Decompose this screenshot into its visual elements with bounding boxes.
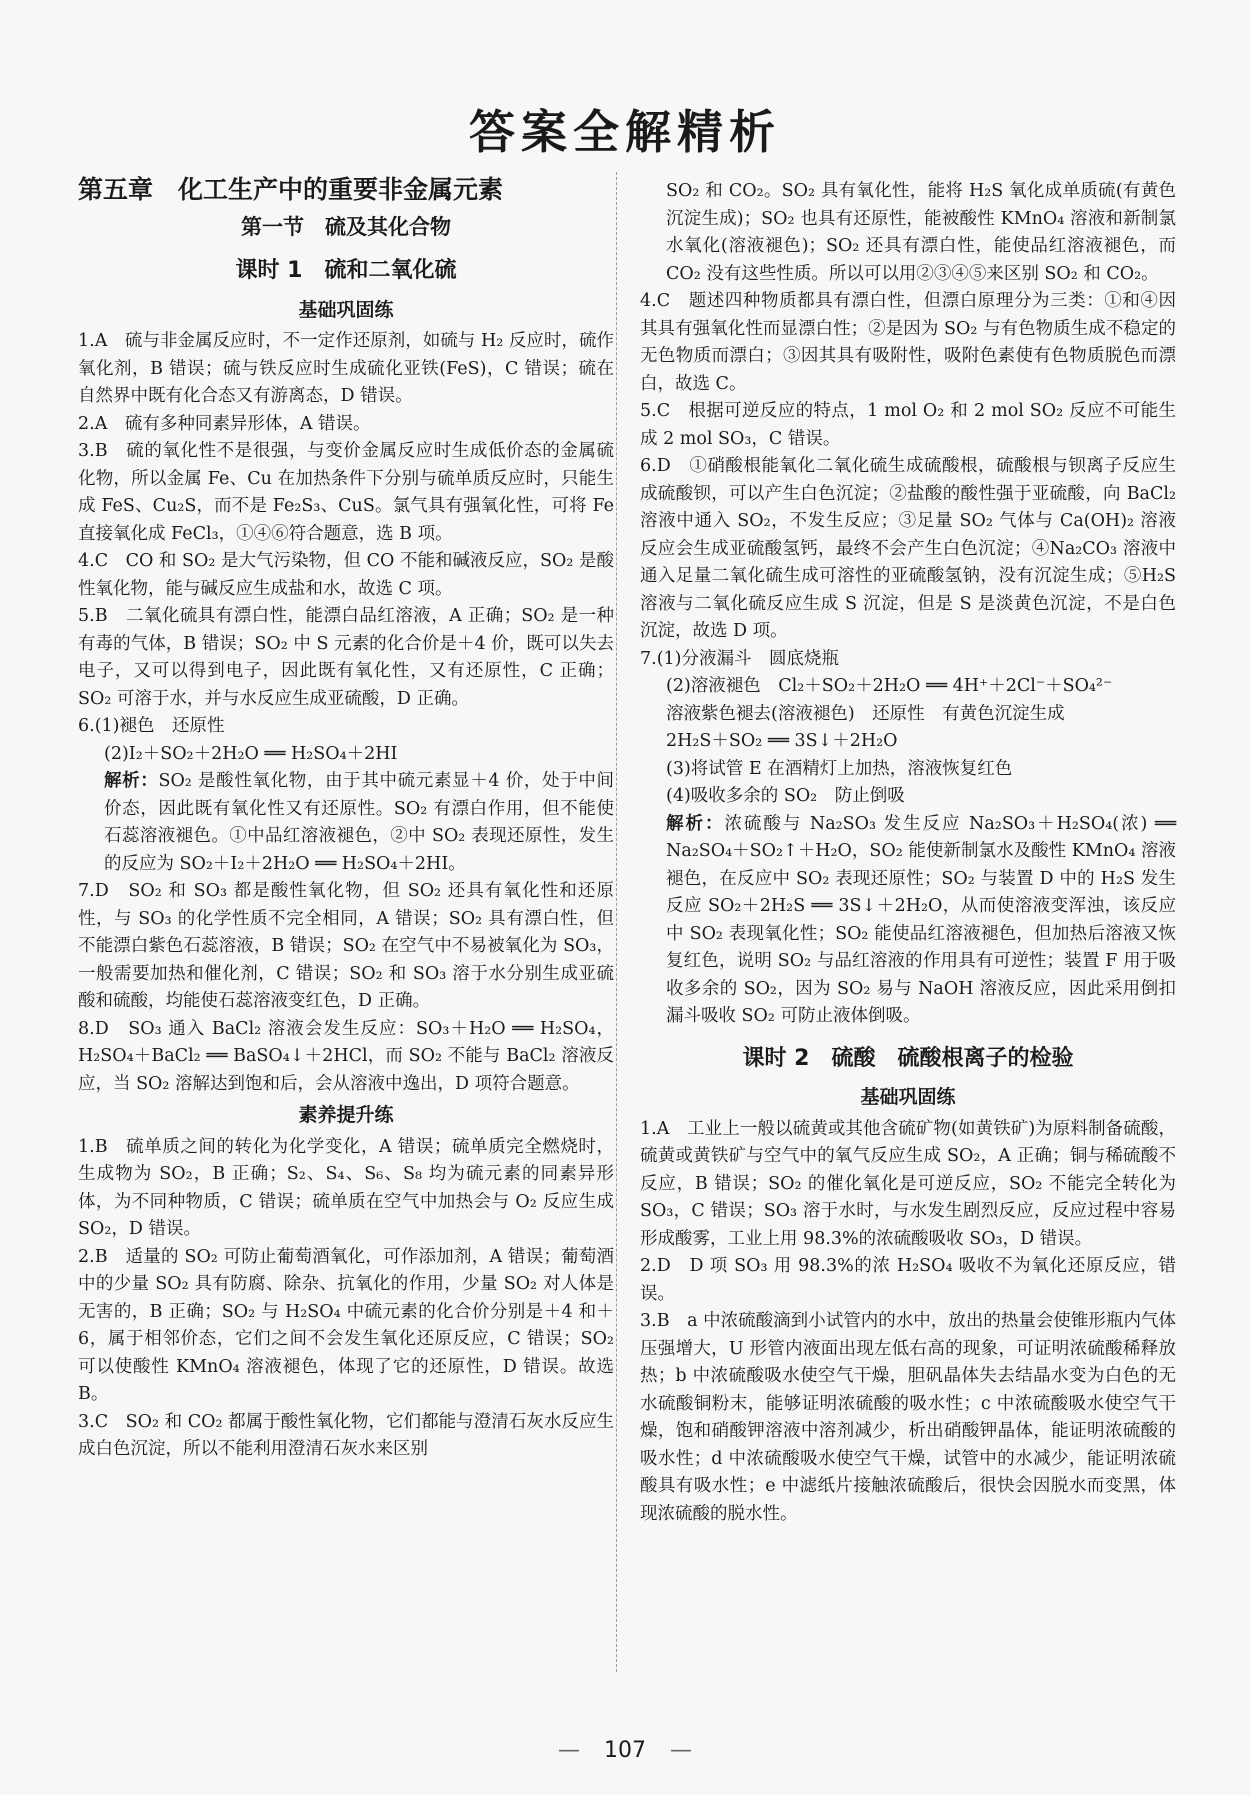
list-item: 7.D SO₂ 和 SO₃ 都是酸性氧化物，但 SO₂ 还具有氧化性和还原性，与 SO₃ 的化学性质不完全相同，A 错误；SO₂ 具有漂白性，但不能漂白紫色石蕊溶液，B 错误；SO₂ 在空气中不易被氧化为 SO₃，一般需要加热和催化剂，C 错误；SO₂ 和 SO₃ 溶于水分别生成亚硫酸和硫酸，均能使石蕊溶液变红色，D 正确。 — [78, 881, 614, 1011]
list-item: 3.C SO₂ 和 CO₂ 都属于酸性氧化物，它们都能与澄清石灰水反应生成白色沉淀，所以不能利用澄清石灰水来区别 — [78, 1411, 614, 1459]
list-item: 6.D ①硝酸根能氧化二氧化硫生成硫酸根，硫酸根与钡离子反应生成硫酸钡，可以产生白色沉淀；②盐酸的酸性强于亚硫酸，向 BaCl₂ 溶液中通入 SO₂，不发生反应；③足量 SO₂ 气体与 Ca(OH)₂ 溶液反应会生成亚硫酸氢钙，最终不会产生白色沉淀；④Na₂CO₃ 溶液中通入足量二氧化硫生成可溶性的亚硫酸氢钠，没有沉淀生成；⑤H₂S 溶液与二氧化硫反应生成 S 沉淀，但是 S 是淡黄色沉淀，不是白色沉淀，故选 D 项。 — [640, 456, 1176, 641]
list-item: (3)将试管 E 在酒精灯上加热，溶液恢复红色 — [666, 758, 1013, 779]
chapter-heading: 第五章 化工生产中的重要非金属元素 — [78, 175, 504, 204]
lesson-heading: 课时 2 硫酸 硫酸根离子的检验 — [742, 1045, 1074, 1071]
page-number: — 107 — — [0, 1738, 1250, 1763]
list-item: (4)吸收多余的 SO₂ 防止倒吸 — [666, 786, 905, 806]
subsection-heading: 基础巩固练 — [860, 1086, 956, 1108]
list-item: 1.A 硫与非金属反应时，不一定作还原剂，如硫与 H₂ 反应时，硫作氧化剂，B 错误；硫与铁反应时生成硫化亚铁(FeS)，C 错误；硫在自然界中既有化合态又有游离态，D 错误。 — [78, 331, 614, 406]
section-heading: 第一节 硫及其化合物 — [241, 214, 451, 239]
subsection-heading: 素养提升练 — [298, 1104, 394, 1126]
analysis-text: 浓硫酸与 Na₂SO₃ 发生反应 Na₂SO₃＋H₂SO₄(浓) ══ Na₂SO₄＋SO₂↑＋H₂O，SO₂ 能使新制氯水及酸性 KMnO₄ 溶液褪色，在反应中 SO₂ 表现还原性；SO₂ 与装置 D 中的 H₂S 发生反应 SO₂＋2H₂S ══ 3S↓＋2H₂O，从而使溶液变浑浊，该反应中 SO₂ 表现氧化性；SO₂ 能使品红溶液褪色，但加热后溶液又恢复红色，说明 SO₂ 与品红溶液的作用具有可逆性；装置 F 用于吸收多余的 SO₂，因为 SO₂ 易与 NaOH 溶液反应，因此采用倒扣漏斗吸收 SO₂ 可防止液体倒吸。 — [666, 813, 1176, 1026]
list-item: 3.B 硫的氧化性不是很强，与变价金属反应时生成低价态的金属硫化物，所以金属 Fe、Cu 在加热条件下分别与硫单质反应时，只能生成 FeS、Cu₂S，而不是 Fe₂S₃、CuS。氯气具有强氧化性，可将 Fe 直接氧化成 FeCl₃，①④⑥符合题意，选 B 项。 — [78, 441, 614, 544]
list-item: 2.B 适量的 SO₂ 可防止葡萄酒氧化，可作添加剂，A 错误；葡萄酒中的少量 SO₂ 具有防腐、除杂、抗氧化的作用，少量 SO₂ 对人体是无害的，B 正确；SO₂ 与 H₂SO₄ 中硫元素的化合价分别是＋4 和＋6，属于相邻价态，它们之间不会发生氧化还原反应，C 错误；SO₂ 可以使酸性 KMnO₄ 溶液褪色，体现了它的还原性，D 错误。故选 B。 — [78, 1246, 614, 1404]
page-title: 答案全解精析 — [469, 105, 781, 159]
analysis-text: SO₂ 是酸性氧化物，由于其中硫元素显＋4 价，处于中间价态，因此既有氧化性又有还原性。SO₂ 有漂白作用，但不能使石蕊溶液褪色。①中品红溶液褪色，②中 SO₂ 表现还原性，发生的反应为 SO₂＋I₂＋2H₂O ══ H₂SO₄＋2HI。 — [104, 771, 615, 874]
analysis-label: 解析： — [104, 771, 159, 791]
analysis-paragraph — [640, 811, 1176, 1031]
list-item: 溶液紫色褪去(溶液褪色) 还原性 有黄色沉淀生成 — [666, 703, 1065, 724]
list-item: (2)溶液褪色 Cl₂＋SO₂＋2H₂O ══ 4H⁺＋2Cl⁻＋SO₄²⁻ — [666, 676, 1113, 696]
list-item: 2.D D 项 SO₃ 用 98.3%的浓 H₂SO₄ 吸收不为氧化还原反应，错误。 — [640, 1256, 1176, 1304]
analysis-label: 解析： — [666, 813, 725, 834]
list-item: 5.B 二氧化硫具有漂白性，能漂白品红溶液，A 正确；SO₂ 是一种有毒的气体，B 错误；SO₂ 中 S 元素的化合价是＋4 价，既可以失去电子，又可以得到电子，因此既有氧化性，又有还原性，C 正确；SO₂ 可溶于水，并与水反应生成亚硫酸，D 正确。 — [78, 606, 614, 709]
list-item: 1.B 硫单质之间的转化为化学变化，A 错误；硫单质完全燃烧时，生成物为 SO₂，B 正确；S₂、S₄、S₆、S₈ 均为硫元素的同素异形体，为不同种物质，C 错误；硫单质在空气中加热会与 O₂ 反应生成 SO₂，D 错误。 — [78, 1136, 614, 1239]
list-item: 8.D SO₃ 通入 BaCl₂ 溶液会发生反应：SO₃＋H₂O ══ H₂SO₄，H₂SO₄＋BaCl₂ ══ BaSO₄↓＋2HCl，而 SO₂ 不能与 BaCl₂ 溶液反应，当 SO₂ 溶解达到饱和后，会从溶液中逸出，D 项符合题意。 — [78, 1018, 614, 1094]
column-divider — [616, 172, 617, 1672]
list-item: 7.(1)分液漏斗 圆底烧瓶 — [640, 648, 839, 669]
list-item: 3.B a 中浓硫酸滴到小试管内的水中，放出的热量会使锥形瓶内气体压强增大，U 形管内液面出现左低右高的现象，可证明浓硫酸稀释放热；b 中浓硫酸吸水使空气干燥，胆矾晶体失去结晶水变为白色的无水硫酸铜粉末，能够证明浓硫酸的吸水性；c 中浓硫酸吸水使空气干燥，饱和硝酸钾溶液中溶剂减少，析出硝酸钾晶体，能证明浓硫酸的吸水性；d 中浓硫酸吸水使空气干燥，试管中的水减少，能证明浓硫酸具有吸水性；e 中滤纸片接触浓硫酸后，很快会因脱水而变黑，体现浓硫酸的脱水性。 — [640, 1311, 1176, 1524]
right-column — [640, 178, 1176, 1528]
list-item: 6.(1)褪色 还原性 — [78, 716, 225, 736]
analysis-paragraph — [78, 768, 614, 878]
list-item: (2)I₂＋SO₂＋2H₂O ══ H₂SO₄＋2HI — [104, 743, 398, 764]
list-item: 4.C CO 和 SO₂ 是大气污染物，但 CO 不能和碱液反应，SO₂ 是酸性氧化物，能与碱反应生成盐和水，故选 C 项。 — [78, 551, 614, 599]
subsection-heading: 基础巩固练 — [298, 298, 394, 321]
list-item: SO₂ 和 CO₂。SO₂ 具有氧化性，能将 H₂S 氧化成单质硫(有黄色沉淀生成)；SO₂ 也具有还原性，能被酸性 KMnO₄ 溶液和新制氯水氧化(溶液褪色)；SO₂ 还具有漂白性，能使品红溶液褪色，而 CO₂ 没有这些性质。所以可以用②③④⑤来区别 SO₂ 和 CO₂。 — [666, 181, 1176, 284]
list-item: 4.C 题述四种物质都具有漂白性，但漂白原理分为三类：①和④因其具有强氧化性而显漂白性；②是因为 SO₂ 与有色物质生成不稳定的无色物质而漂白；③因其具有吸附性，吸附色素使有色物质脱色而漂白，故选 C。 — [640, 291, 1176, 394]
list-item: 1.A 工业上一般以硫黄或其他含硫矿物(如黄铁矿)为原料制备硫酸，硫黄或黄铁矿与空气中的氧气反应生成 SO₂，A 正确；铜与稀硫酸不反应，B 错误；SO₂ 的催化氧化是可逆反应，SO₂ 不能完全转化为 SO₃，C 错误；SO₃ 溶于水时，与水发生剧烈反应，反应过程中容易形成酸雾，工业上用 98.3%的浓硫酸吸收 SO₃，D 错误。 — [640, 1118, 1176, 1249]
lesson-heading: 课时 1 硫和二氧化硫 — [235, 258, 457, 283]
list-item: 2H₂S＋SO₂ ══ 3S↓＋2H₂O — [666, 731, 898, 751]
list-item: 2.A 硫有多种同素异形体，A 错误。 — [78, 413, 371, 434]
list-item: 5.C 根据可逆反应的特点，1 mol O₂ 和 2 mol SO₂ 反应不可能生成 2 mol SO₃，C 错误。 — [640, 401, 1176, 449]
left-column — [78, 172, 614, 1464]
